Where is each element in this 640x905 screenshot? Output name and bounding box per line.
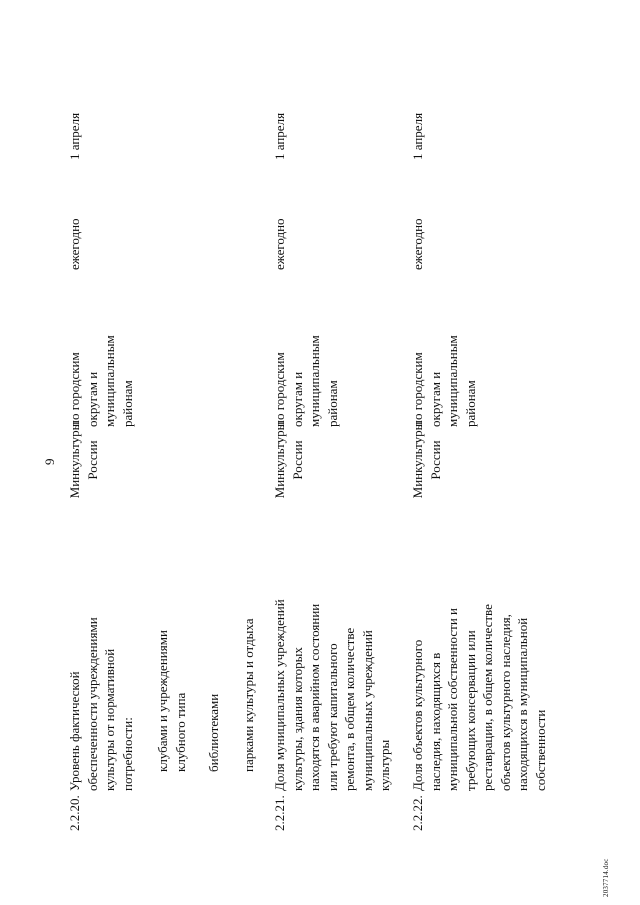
indicator-text: Уровень фактической обеспеченности учреждениями культуры от нормативной потребности: bbox=[67, 617, 135, 791]
footer-filename: 2037714.doc bbox=[602, 858, 610, 897]
deadline: 1 апреля bbox=[272, 112, 287, 160]
sub-item: клубами и учреждениями клубного типа bbox=[155, 630, 188, 772]
row-number: 2.2.22. bbox=[410, 795, 425, 831]
breakdown: по городским округам и муниципальным районам bbox=[410, 335, 478, 427]
sub-item: парками культуры и отдыха bbox=[241, 618, 256, 772]
page-number: 9 bbox=[42, 458, 57, 465]
periodicity: ежегодно bbox=[272, 218, 287, 270]
deadline: 1 апреля bbox=[67, 112, 82, 160]
periodicity: ежегодно bbox=[410, 218, 425, 270]
row-number: 2.2.20. bbox=[67, 795, 82, 831]
agency: Минкультуры России bbox=[272, 421, 305, 499]
breakdown: по городским округам и муниципальным районам bbox=[67, 335, 135, 427]
row-number: 2.2.21. bbox=[272, 795, 287, 831]
deadline: 1 апреля bbox=[410, 112, 425, 160]
indicator-text: Доля объектов культурного наследия, находящихся в муниципальной собственности и требующих консервации или реставрации, в общем количестве объектов культурного наследия, находящихся в муниципальной собственности bbox=[410, 604, 548, 791]
sub-item: библиотеками bbox=[206, 693, 221, 772]
periodicity: ежегодно bbox=[67, 218, 82, 270]
indicator-text: Доля муниципальных учреждений культуры, здания которых находятся в аварийном состоянии или требуют капитального ремонта, в общем количестве муниципальных учреждений культуры bbox=[272, 599, 392, 791]
breakdown: по городским округам и муниципальным районам bbox=[272, 335, 340, 427]
agency: Минкультуры России bbox=[67, 421, 100, 499]
agency: Минкультуры России bbox=[410, 421, 443, 499]
